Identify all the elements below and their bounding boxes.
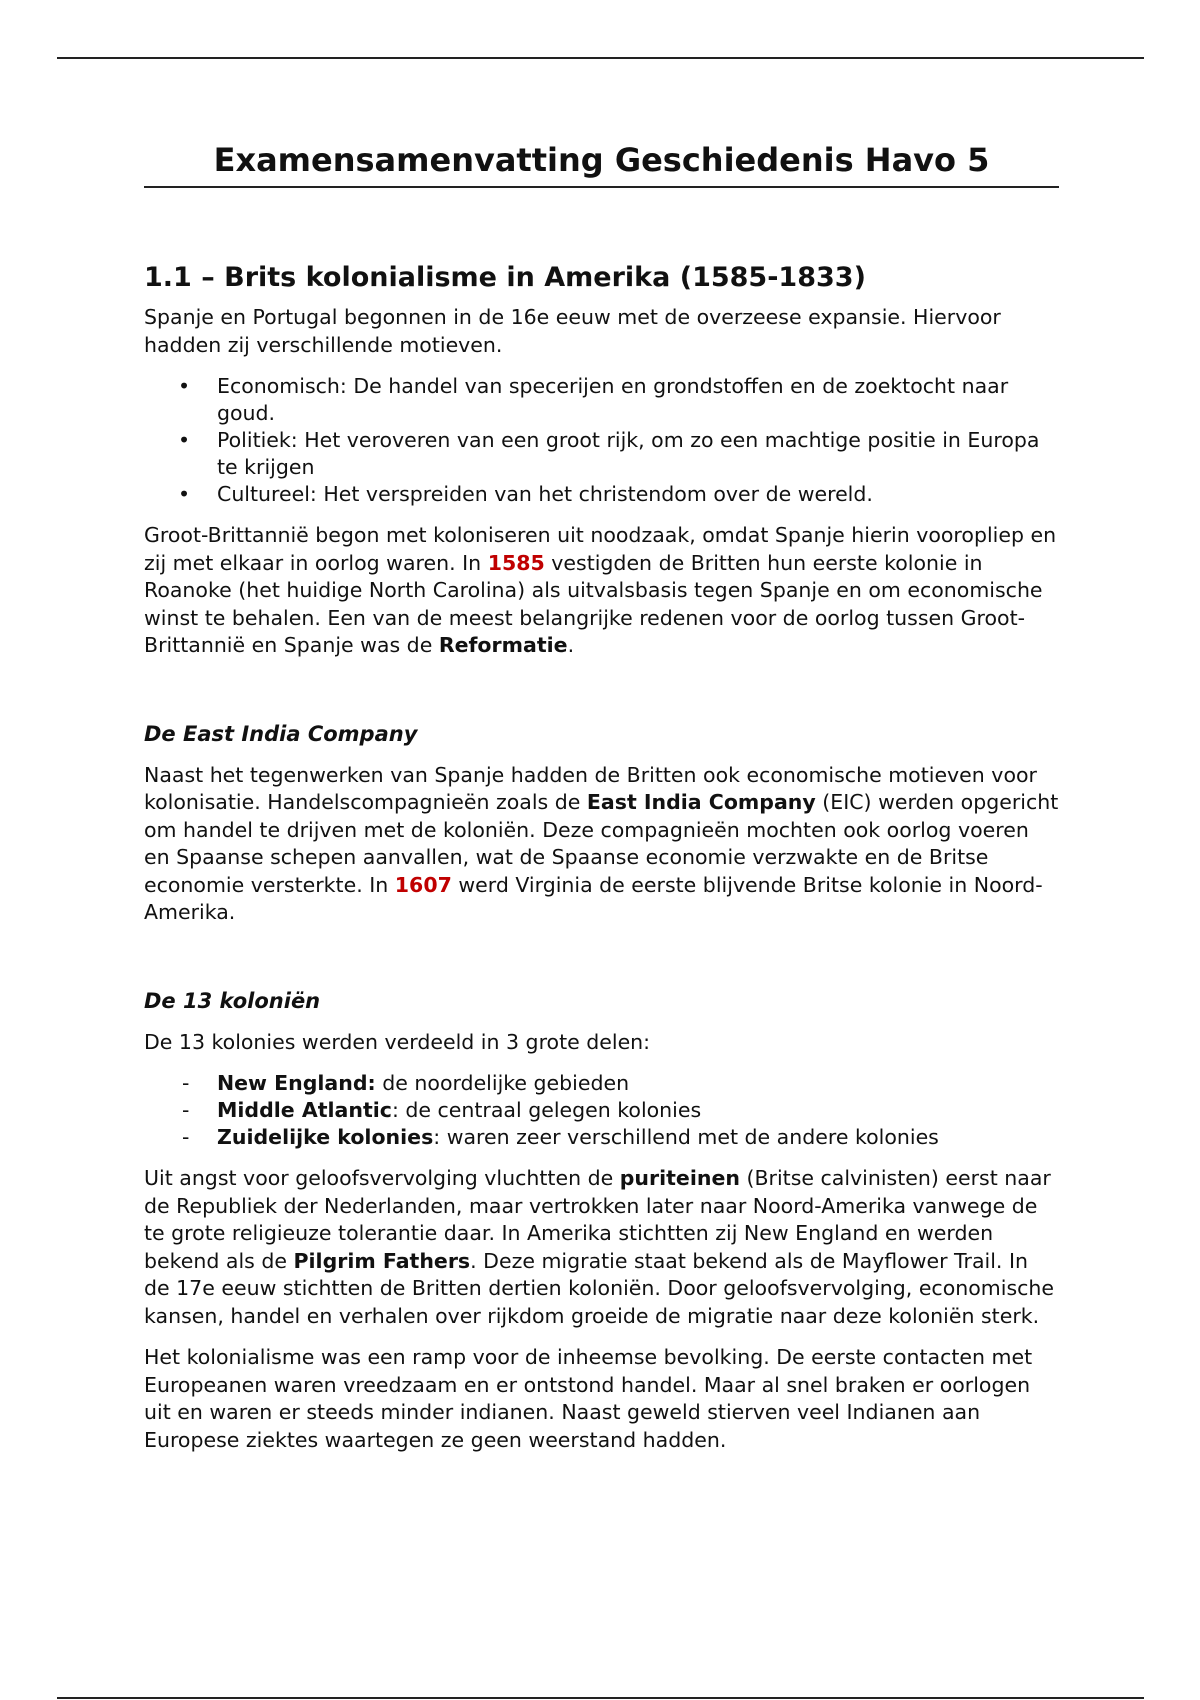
list-item bbox=[144, 1124, 1059, 1151]
colonies-intro: De 13 kolonies werden verdeeld in 3 grote delen: bbox=[144, 1029, 651, 1054]
footer-rule bbox=[57, 1697, 1144, 1699]
text-run: vestigden de Britten hun eerste kolonie in Roanoke (het huidige North Carolina) als uitvalsbasis tegen Spanje en om economische winst te behalen. Een van de meest belangrijke redenen voor de oorlog tussen Groot-Brittannië en Spanje was de bbox=[144, 550, 1043, 657]
list-item: • Cultureel: Het verspreiden van het christendom over de wereld. bbox=[144, 481, 1059, 508]
list-item: • Politiek: Het veroveren van een groot rijk, om zo een machtige positie in Europa te krijgen bbox=[144, 427, 1059, 481]
keyword: Middle Atlantic bbox=[217, 1098, 392, 1122]
colonies-list bbox=[144, 1070, 1059, 1151]
text-run: de noordelijke gebieden bbox=[375, 1071, 630, 1095]
keyword: puriteinen bbox=[619, 1166, 740, 1190]
year-highlight: 1585 bbox=[487, 550, 545, 575]
list-item: • Economisch: De handel van specerijen en grondstoffen en de zoektocht naar goud. bbox=[144, 373, 1059, 427]
text-run: werd Virginia de eerste blijvende Britse kolonie in Noord-Amerika. bbox=[144, 872, 1043, 924]
list-item bbox=[144, 1070, 1059, 1097]
text-run: . bbox=[567, 633, 575, 657]
text-run: Uit angst voor geloofsvervolging vluchtten de bbox=[144, 1166, 620, 1190]
paragraph-eic bbox=[144, 762, 1059, 927]
text-run: : de centraal gelegen kolonies bbox=[391, 1098, 702, 1122]
section-intro: Spanje en Portugal begonnen in de 16e eeuw met de overzeese expansie. Hiervoor hadden zij verschillende motieven. bbox=[144, 305, 1001, 357]
text-run: . Deze migratie staat bekend als de Mayflower Trail. In de 17e eeuw stichtten de Britten dertien koloniën. Door geloofsvervolging, economische kansen, handel en verhalen over rijkdom groeide de migratie naar deze koloniën sterk. bbox=[144, 1248, 1054, 1328]
paragraph-indigenous: Het kolonialisme was een ramp voor de inheemse bevolking. De eerste contacten met Europeanen waren vreedzaam en er ontstond handel. Maar al snel braken er oorlogen uit en waren er steeds minder indianen. Naast geweld stierven veel Indianen aan Europese ziektes waartegen ze geen weerstand hadden. bbox=[144, 1345, 1033, 1452]
document-title: Examensamenvatting Geschiedenis Havo 5 bbox=[144, 138, 1059, 188]
keyword: Reformatie bbox=[438, 633, 568, 657]
subheading-eic: De East India Company bbox=[144, 721, 418, 746]
paragraph-britain bbox=[144, 522, 1059, 660]
keyword: Pilgrim Fathers bbox=[293, 1248, 471, 1273]
keyword: Zuidelijke kolonies bbox=[217, 1125, 434, 1149]
paragraph-puritans bbox=[144, 1165, 1059, 1330]
keyword: New England: bbox=[217, 1071, 376, 1095]
year-highlight: 1607 bbox=[394, 872, 452, 897]
text-run: (Britse calvinisten) eerst naar de Republiek der Nederlanden, maar vertrokken later naar Noord-Amerika vanwege de te grote religieuze tolerantie daar. In Amerika stichtten zij New England en werden bekend als de bbox=[144, 1166, 1051, 1273]
text-run: (EIC) werden opgericht om handel te drijven met de koloniën. Deze compagnieën mochten ook oorlog voeren en Spaanse schepen aanvallen, wat de Spaanse economie verzwakte en de Britse economie versterkte. In bbox=[144, 790, 1059, 897]
header-rule bbox=[57, 57, 1144, 59]
subheading-colonies: De 13 koloniën bbox=[144, 988, 321, 1013]
text-run: Groot-Brittannië begon met koloniseren uit noodzaak, omdat Spanje hierin vooropliep en zij met elkaar in oorlog waren. In bbox=[144, 523, 1057, 575]
document-body bbox=[144, 138, 1059, 1468]
text-run: Naast het tegenwerken van Spanje hadden de Britten ook economische motieven voor kolonisatie. Handelscompagnieën zoals de bbox=[144, 762, 1037, 814]
text-run: : waren zeer verschillend met de andere kolonies bbox=[433, 1125, 939, 1149]
motives-list bbox=[144, 373, 1059, 508]
keyword: East India Company bbox=[586, 790, 816, 814]
section-heading: 1.1 – Brits kolonialisme in Amerika (1585-1833) bbox=[144, 262, 866, 293]
list-item bbox=[144, 1097, 1059, 1124]
